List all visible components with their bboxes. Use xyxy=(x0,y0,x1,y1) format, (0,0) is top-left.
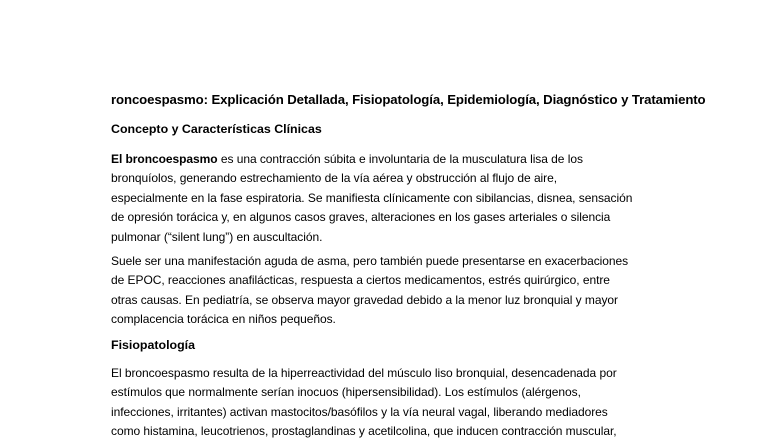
paragraph-pathophysiology xyxy=(111,364,691,441)
paragraph-lead-term: El broncoespasmo xyxy=(111,152,218,166)
paragraph-line: bronquíolos, generando estrechamiento de la vía aérea y obstrucción al flujo de aire, xyxy=(111,171,558,186)
paragraph-line: complacencia torácica en niños pequeños. xyxy=(111,312,336,327)
paragraph-definition xyxy=(111,150,691,247)
paragraph-line: infecciones, irritantes) activan mastocitos/basófilos y la vía neural vagal, liberando mediadores xyxy=(111,404,608,419)
paragraph-line: especialmente en la fase espiratoria. Se manifiesta clínicamente con sibilancias, disnea, sensación xyxy=(111,190,633,205)
paragraph-line: de opresión torácica y, en algunos casos graves, alteraciones en los gases arteriales o silencia xyxy=(111,210,611,225)
paragraph-line: pulmonar (“silent lung”) en auscultación. xyxy=(111,229,323,244)
document-title: roncoespasmo: Explicación Detallada, Fisiopatología, Epidemiología, Diagnóstico y Tratamiento xyxy=(111,92,706,107)
paragraph-line: de EPOC, reacciones anafilácticas, respuesta a ciertos medicamentos, estrés quirúrgico, entre xyxy=(111,273,610,288)
paragraph-line: como histamina, leucotrienos, prostaglandinas y acetilcolina, que inducen contracción muscular, xyxy=(111,424,617,439)
paragraph-line xyxy=(111,150,691,169)
paragraph-line: estímulos que normalmente serían inocuos (hipersensibilidad). Los estímulos (alérgenos, xyxy=(111,385,581,400)
paragraph-causes xyxy=(111,252,691,330)
paragraph-line: El broncoespasmo resulta de la hiperreactividad del músculo liso bronquial, desencadenada por xyxy=(111,366,617,380)
section-heading-concept: Concepto y Características Clínicas xyxy=(111,122,322,136)
section-heading-pathophysiology: Fisiopatología xyxy=(111,338,195,352)
paragraph-line: Suele ser una manifestación aguda de asma, pero también puede presentarse en exacerbaciones xyxy=(111,254,629,268)
paragraph-line: otras causas. En pediatría, se observa mayor gravedad debido a la menor luz bronquial y mayor xyxy=(111,292,618,307)
paragraph-line-text: es una contracción súbita e involuntaria de la musculatura lisa de los xyxy=(217,152,583,166)
